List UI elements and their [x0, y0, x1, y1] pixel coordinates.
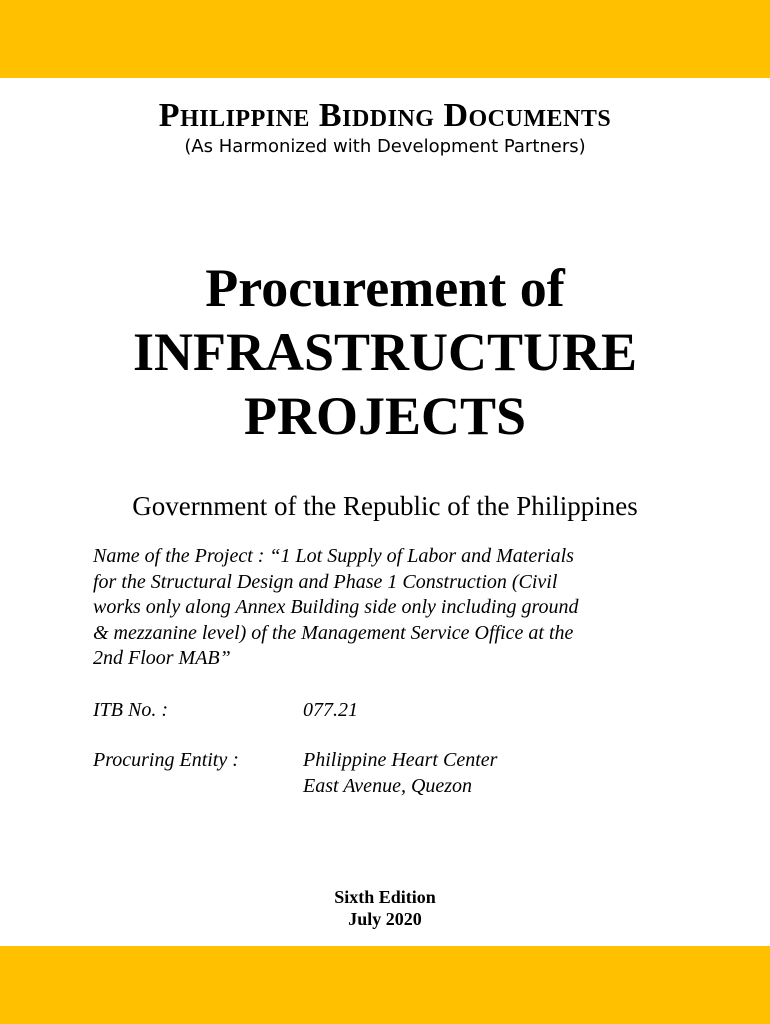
- procuring-entity-value: [303, 748, 497, 799]
- project-name-line: for the Structural Design and Phase 1 Construction (Civil: [93, 570, 558, 593]
- main-title-line-1: Procurement of: [205, 258, 565, 318]
- bottom-yellow-band: [0, 946, 770, 1024]
- project-name: [93, 544, 683, 672]
- main-title-line-3: PROJECTS: [243, 386, 527, 446]
- edition-date: July 2020: [348, 909, 422, 929]
- itb-number-value: 077.21: [303, 699, 358, 721]
- project-name-line: Name of the Project : “1 Lot Supply of Labor and Materials: [93, 545, 574, 567]
- main-title: [0, 256, 770, 448]
- project-name-line: & mezzanine level) of the Management Service Office at the: [93, 621, 574, 644]
- itb-number-label: ITB No. :: [93, 699, 168, 721]
- procuring-entity-name: Philippine Heart Center: [303, 749, 498, 771]
- edition-block: [0, 886, 770, 930]
- government-name: Government of the Republic of the Philippines: [132, 491, 638, 521]
- procuring-entity-address: East Avenue, Quezon: [303, 774, 473, 797]
- project-name-line: 2nd Floor MAB”: [93, 647, 231, 669]
- main-title-line-2: INFRASTRUCTURE: [132, 322, 638, 382]
- edition-label: Sixth Edition: [334, 887, 436, 907]
- top-yellow-band: [0, 0, 770, 78]
- procuring-entity-label: Procuring Entity :: [93, 749, 239, 771]
- project-name-line: works only along Annex Building side only including ground: [93, 596, 579, 618]
- series-subtitle: (As Harmonized with Development Partners): [184, 136, 586, 157]
- series-title: Philippine Bidding Documents: [158, 97, 612, 134]
